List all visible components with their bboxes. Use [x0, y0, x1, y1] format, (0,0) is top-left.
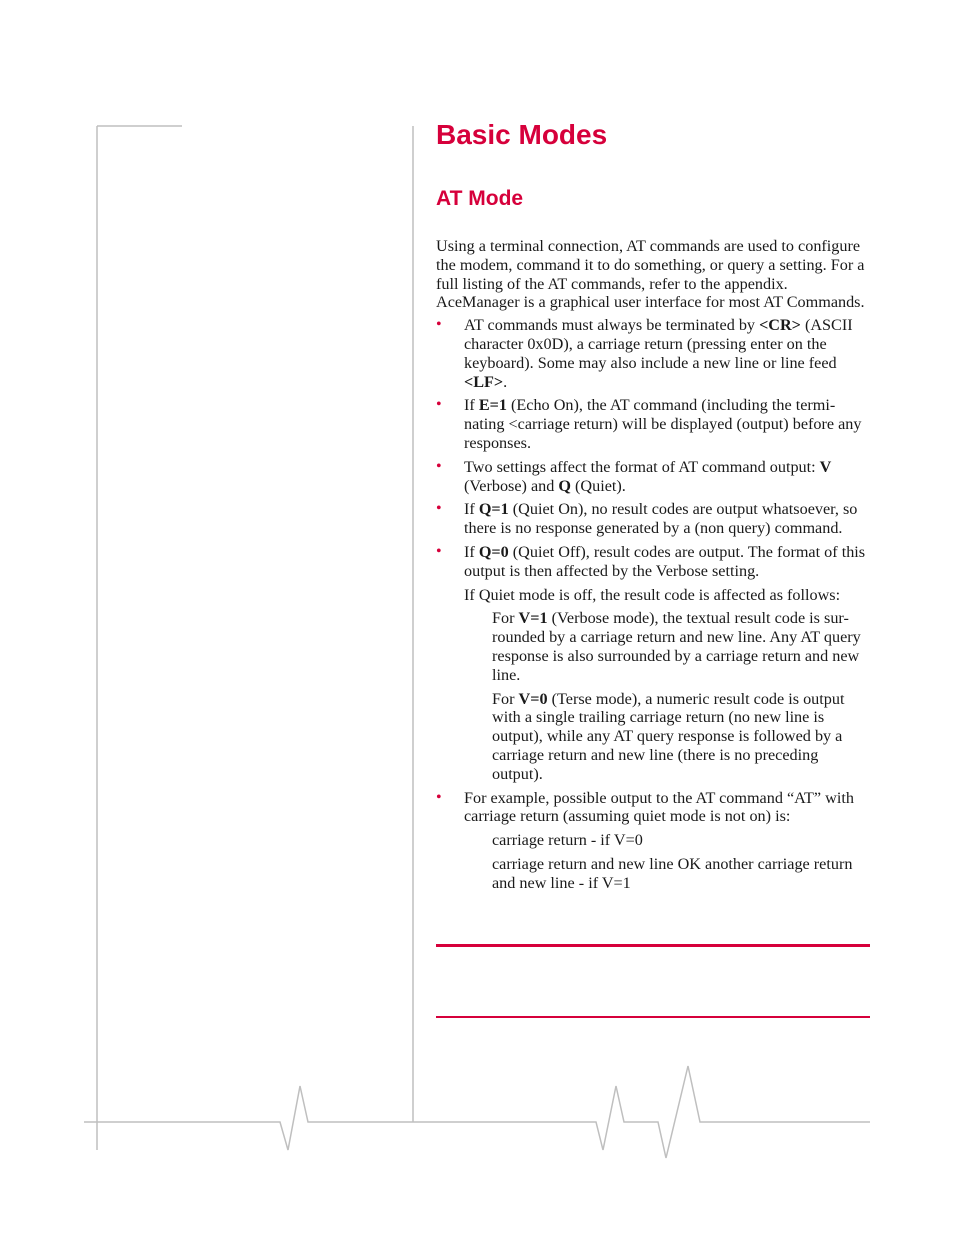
page-content: [436, 118, 870, 898]
example-v0: carriage return - if V=0: [492, 831, 643, 850]
bullet-list: [436, 789, 870, 827]
bullet-marker: •: [436, 542, 442, 560]
verbose-mode-paragraph: For V=1 (Verbose mode), the textual result code is sur-rounded by a carriage return and new line. Any AT query response is also surrounded by a carriage return and new line.: [492, 609, 861, 684]
bullet-marker: •: [436, 788, 442, 806]
intro-paragraph: Using a terminal connection, AT commands are used to configure the modem, command it to do something, or query a setting. For a full listing of the AT commands, refer to the appendix. AceManager is a graphical user interface for most AT Commands.: [436, 237, 865, 312]
page-title: Basic Modes: [436, 119, 608, 150]
list-item: • Two settings affect the format of AT command output: V (Verbose) and Q (Quiet).: [436, 457, 832, 495]
divider-rule: [436, 944, 870, 947]
list-item: • If Q=1 (Quiet On), no result codes are output whatsoever, so there is no response generated by a (non query) command.: [436, 500, 858, 538]
bullet-marker: •: [436, 396, 442, 414]
list-item: • For example, possible output to the AT command “AT” with carriage return (assuming quiet mode is not on) is:: [436, 788, 854, 826]
example-v1: carriage return and new line OK another carriage return and new line - if V=1: [492, 854, 853, 892]
terse-mode-paragraph: For V=0 (Terse mode), a numeric result code is output with a single trailing carriage return (no new line is output), while any AT query response is followed by a carriage return and new line (there is no preceding output).: [492, 689, 845, 783]
bullet-list: [436, 316, 870, 580]
list-item: • If Q=0 (Quiet Off), result codes are output. The format of this output is then affected by the Verbose setting.: [436, 542, 866, 580]
list-item: • AT commands must always be terminated by <CR> (ASCII character 0x0D), a carriage return (pressing enter on the keyboard). Some may also include a new line or line feed <LF>.: [436, 316, 853, 391]
bullet-marker: •: [436, 316, 442, 334]
bullet-marker: •: [436, 500, 442, 518]
list-item: • If E=1 (Echo On), the AT command (including the termi-nating <carriage return) will be displayed (output) before any responses.: [436, 396, 862, 452]
bullet-marker: •: [436, 457, 442, 475]
divider-rule: [436, 1016, 870, 1018]
quiet-off-note: If Quiet mode is off, the result code is affected as follows:: [464, 585, 841, 604]
section-title: AT Mode: [436, 187, 524, 210]
